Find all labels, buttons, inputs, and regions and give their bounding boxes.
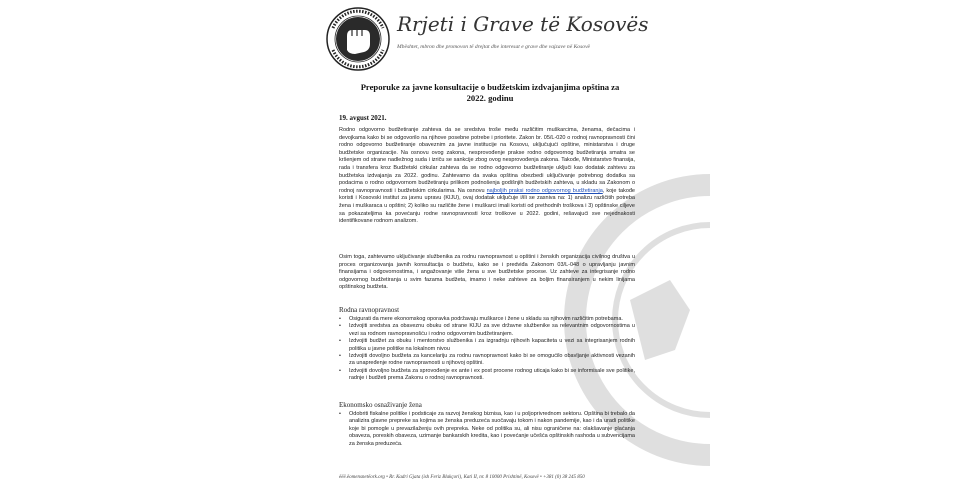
document-date: 19. avgust 2021. (339, 114, 387, 122)
page-footer: ëëë.ëomensnetëork.org • Rr. Kadri Gjata (ish Feriz Blakçori), Kati II, nr. 8 10000 Prishtinë, Kosovë • +381 (0) 38 245 850 (339, 475, 585, 480)
economic-empowerment-list (339, 411, 635, 448)
gender-equality-list (339, 316, 635, 383)
list-item: • Odobriti fiskalne politike i podsticaje za razvoj ženskog biznisa, kao i u poljoprivrednom sektoru. Opština bi trebalo da analizira glavne prepreke sa kojima se ženska preduzeća suočavaju tokom i nakon pandemije, kao i da uradi politike koje bi pomogle u prevazilaženju ovih prepreka. Neke od politika su, ali nisu ograničene na: olakšavanje plaćanja obaveza, poreskih obaveza, uzimanje bankarskih kredita, kao i povećanje učešća opštinskih rashoda u subvencijama za ženska preduzeća. (339, 411, 635, 447)
intro-paragraph-text: Rodno odgovorno budžetiranje zahteva da se sredstva troše među različitim muškarcima, ženama, dečacima i devojkama kako bi se odgovorilo na njihove posebne potrebe i prioritete. Zakon br. 05/L-020 o rodnoj ravnopravnosti čini rodno odgovorno budžetiranje obaveznim za javne institucije na Kosovu, uključujući opštine, ministarstva i druge budžetske organizacije. Na osnovu ovog zakona, nesprovođenje prakse rodno odgovornog budžetiranja smatra se kršenjem od strane nadležnog suda i izriču se sankcije zbog ovog nesprovođenja zakona. Takođe, Ministarstvo finansija, rada i transfera kroz Budžetski cirkular zahteva da se rodno odgovorno budžetiranje uključi kao dodatak zahtevu za budžetska izdvajanja za 2022. godinu. Zahtevamo da svaka opština obezbedi uključivanje potrebnog dodatka sa podacima o rodno odgovornom budžetiranju prilikom podnošenja godišnjih budžetskih zahteva, u skladu sa Zakonom o rodnoj ravnopravnosti i budžetskim cirkularima. Na osnovu (339, 127, 635, 194)
organization-name: Rrjeti i Grave të Kosovës (397, 12, 649, 36)
organization-logo (325, 6, 391, 72)
list-item: • Izdvojiti dovoljno budžeta za sprovođenje ex ante i ex post procene rodnog uticaja kako bi se informisale sve politike, radnje i budžeti prema Zakonu o rodnoj ravnopravnosti. (339, 367, 635, 382)
bullet-icon: • (339, 338, 341, 345)
bullet-icon: • (339, 367, 341, 374)
bullet-icon: • (339, 353, 341, 360)
bullet-icon: • (339, 323, 341, 330)
document-title (345, 82, 635, 104)
document-title-line-2: 2022. godinu (466, 93, 514, 103)
intro-paragraph-text-continued: , koje takođe koristi i Kosovski institut za javnu upravu (KIJU), ovaj dodatak uključuje i/ili se zasniva na: 1) analizu različitih potreba žena i muškaraca u opštini; 2) koliko su različite žene i muškarci imali koristi od prethodnih troškova i 3) opštinske ciljeve sa pokazateljima ka povećanju rodne ravnopravnosti kroz troškove u 2022. godini, rešavajući sve nejednakosti identifikovane rodnom analizom. (339, 187, 635, 225)
bullet-icon: • (339, 411, 341, 417)
intro-paragraph (339, 127, 635, 226)
bullet-icon: • (339, 316, 341, 322)
list-item: • Izdvojiti budžet za obuku i mentorstvo službenika i za izgradnju njihovih kapaciteta u vezi sa integrisanjem rodnih politika u javne politike na lokalnom nivou (339, 338, 635, 352)
document-page (325, 0, 649, 500)
section-heading-gender-equality: Rodna ravnopravnost (339, 306, 400, 314)
document-title-line-1: Preporuke za javne konsultacije o budžetskim izdvajanjima opština za (360, 82, 620, 92)
list-item: • Osigurati da mere ekonomskog oporavka podržavaju muškarce i žene u skladu sa njihovim različitim potrebama. (339, 316, 623, 322)
second-paragraph: Osim toga, zahtevamo uključivanje službenika za rodnu ravnopravnost u opštini i ženskih organizacija civilnog društva u proces organizovanja javnih konsultacija o budžetu, kako se i predviđa Zakonom 03/L-048 o upravljanju javnim finansijama i odgovornostima, i angažovanje više žena u sve budžetske procese. Uz zahteve za integrisanje rodno odgovornog budžetiranja u svim fazama budžeta, imamo i neke zahteve za boljim finansiranjem u nekim linijama opštinskog budžeta. (339, 254, 635, 291)
list-item: • Izdvojiti sredstva za obaveznu obuku od strane KIJU za sve državne službenike sa relevantnim odgovornostima u vezi sa rodnom ravnopravnošću i rodno odgovornim budžetiranjem. (339, 323, 635, 337)
section-heading-economic-empowerment: Ekonomsko osnaživanje žena (339, 401, 422, 409)
best-practices-link[interactable]: najboljih praksi rodno odgovornog budžetiranja (486, 187, 603, 194)
list-item: • Izdvojiti dovoljno budžeta za kancelariju za rodnu ravnopravnost kako bi se omogućilo obavljanje aktivnosti vezanih za unapređenje rodne ravnopravnosti u njihovoj opštini. (339, 353, 635, 367)
organization-tagline: Mbështet, mbron dhe promovon të drejtat dhe interesat e grave dhe vajzave në Kosovë (397, 44, 591, 50)
